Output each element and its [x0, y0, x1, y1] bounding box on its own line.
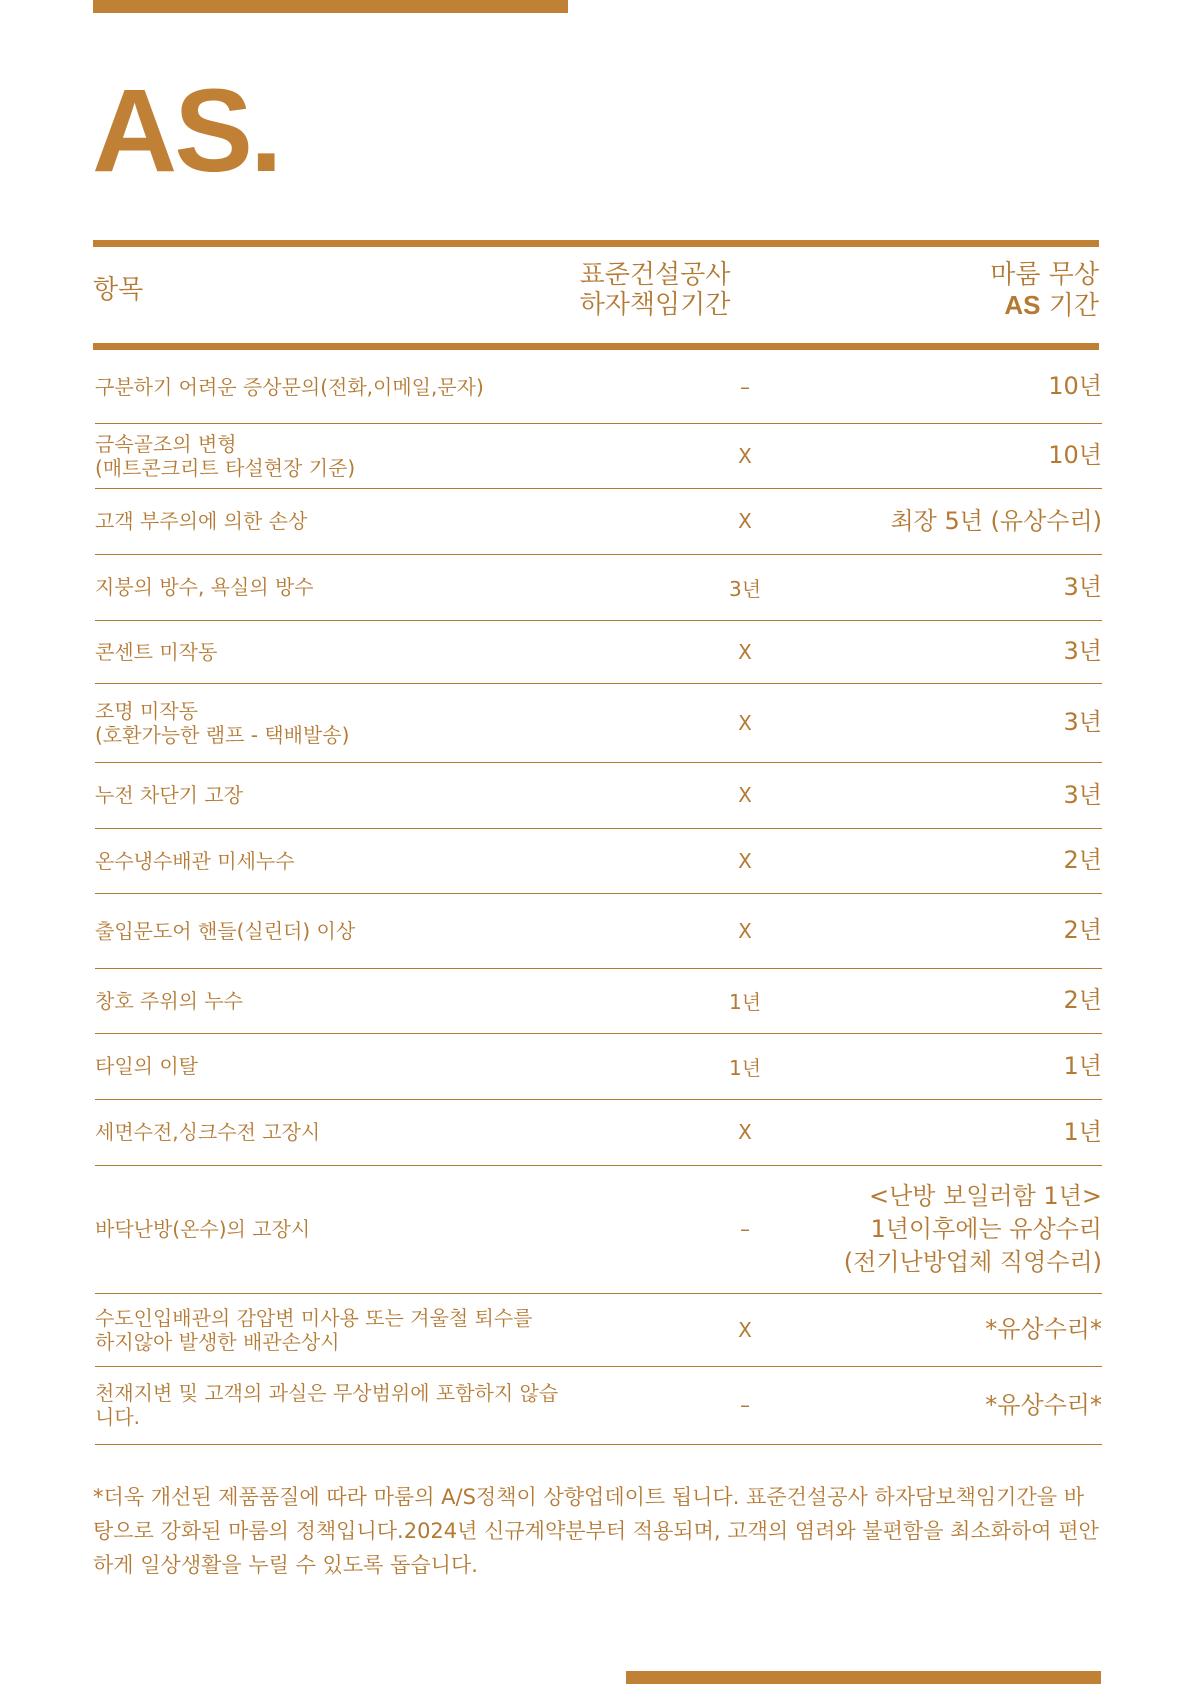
row-item: 구분하기 어려운 증상문의(전화,이메일,문자) [95, 374, 484, 399]
header-free-as: AS [1004, 290, 1041, 320]
row-item: 지붕의 방수, 욕실의 방수 [95, 575, 314, 599]
header-standard-line2: 하자책임기간 [579, 290, 731, 320]
row-standard-period: X [738, 1120, 752, 1144]
row-free-as-period: <난방 보일러함 1년> 1년이후에는 유상수리 (전기난방업체 직영수리) [843, 1181, 1102, 1276]
header-free-rest: 기간 [1040, 291, 1099, 321]
table-row [95, 683, 1102, 763]
row-standard-period: X [738, 710, 752, 735]
row-standard-period: – [740, 1393, 750, 1417]
table-row [95, 1366, 1102, 1445]
row-standard-period: X [738, 639, 752, 664]
row-item: 온수냉수배관 미세누수 [95, 848, 295, 873]
row-free-as-period: 1년 [1063, 1051, 1102, 1080]
row-free-as-period: 2년 [1063, 846, 1102, 874]
row-item: 콘센트 미작동 [95, 639, 218, 664]
row-free-as-period: 최장 5년 (유상수리) [890, 506, 1102, 535]
row-standard-period: X [738, 783, 752, 807]
table-row [95, 1165, 1102, 1294]
row-free-as-period: 1년 [1063, 1117, 1102, 1146]
row-standard-period: 3년 [728, 576, 762, 601]
row-standard-period: X [738, 918, 752, 943]
table-row [95, 1099, 1102, 1166]
table-row [95, 350, 1102, 424]
table-row [95, 488, 1102, 555]
table-row [95, 1293, 1102, 1367]
row-free-as-period: *유상수리* [985, 1315, 1102, 1343]
row-item: 수도인입배관의 감압변 미사용 또는 겨울철 퇴수를 하지않아 발생한 배관손상시 [95, 1305, 533, 1354]
row-free-as-period: 3년 [1063, 708, 1102, 736]
row-item: 창호 주위의 누수 [95, 988, 243, 1013]
table-row [95, 968, 1102, 1034]
row-item: 조명 미작동 (호환가능한 램프 - 택배발송) [95, 698, 350, 747]
row-free-as-period: 3년 [1063, 780, 1102, 809]
table-row [95, 423, 1102, 489]
table-row [95, 554, 1102, 621]
row-standard-period: – [740, 1217, 750, 1241]
header-standard-line1: 표준건설공사 [579, 260, 731, 290]
row-item: 출입문도어 핸들(실린더) 이상 [95, 918, 356, 943]
table-row [95, 762, 1102, 829]
bottom-accent-bar [626, 1671, 1101, 1684]
table-row [95, 620, 1102, 684]
header-free-line1: 마룸 무상 [990, 260, 1099, 290]
row-standard-period: 1년 [728, 990, 762, 1014]
row-item: 누전 차단기 고장 [95, 783, 243, 807]
footnote: *더욱 개선된 제품품질에 따라 마룸의 A/S정책이 상향업데이트 됩니다. 표준건설공사 하자담보책임기간을 바탕으로 강화된 마룸의 정책입니다.2024년 신규계약분부터 적용되며, 고객의 염려와 불편함을 최소화하여 편안하게 일상생활을 누릴 수 있도록 돕습니다. [93, 1485, 1099, 1577]
row-free-as-period: 10년 [1048, 372, 1102, 400]
row-standard-period: X [738, 443, 752, 468]
table-row [95, 893, 1102, 969]
row-item: 세면수전,싱크수전 고장시 [95, 1120, 321, 1144]
row-standard-period: X [738, 509, 752, 533]
table-row [95, 1033, 1102, 1100]
row-item: 금속골조의 변형 (매트콘크리트 타설현장 기준) [95, 431, 356, 480]
row-standard-period: – [740, 374, 750, 399]
row-item: 천재지변 및 고객의 과실은 무상범위에 포함하지 않습 니다. [95, 1381, 559, 1429]
table-row [95, 828, 1102, 894]
row-item: 타일의 이탈 [95, 1054, 198, 1078]
page-title: AS. [92, 65, 280, 197]
row-free-as-period: 10년 [1048, 441, 1102, 469]
row-free-as-period: *유상수리* [985, 1390, 1102, 1419]
row-free-as-period: 2년 [1063, 986, 1102, 1014]
row-free-as-period: 3년 [1063, 572, 1102, 601]
header-item-label: 항목 [93, 275, 144, 305]
row-item: 고객 부주의에 의한 손상 [95, 509, 308, 533]
row-standard-period: X [738, 1317, 752, 1342]
row-free-as-period: 3년 [1063, 637, 1102, 665]
row-standard-period: X [738, 848, 752, 873]
row-item: 바닥난방(온수)의 고장시 [95, 1217, 311, 1241]
row-standard-period: 1년 [728, 1055, 762, 1080]
row-free-as-period: 2년 [1063, 916, 1102, 944]
